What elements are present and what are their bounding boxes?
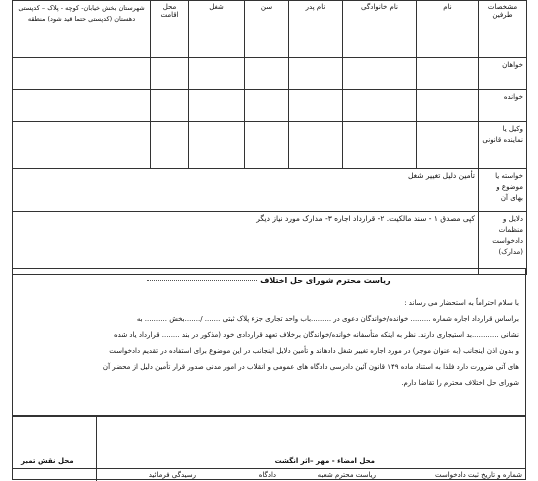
signature-label: محل امضاء - مهر –اثر انگشت bbox=[274, 457, 375, 465]
cell[interactable] bbox=[289, 90, 343, 122]
cell[interactable] bbox=[289, 122, 343, 169]
parties-table bbox=[12, 0, 527, 275]
court: دادگاه bbox=[258, 471, 276, 479]
cell[interactable] bbox=[245, 58, 289, 90]
row-attorney: وکیل یا نماینده قانونی bbox=[479, 122, 527, 169]
letter-line: های آتی ضرورت دارد فلذا به استناد ماده ۱۴۹ قانون آئین دادرسی دادگاه های عمومی و انقلاب در امور مدنی صدور قرار تأمین دلیل از محضر آن bbox=[102, 363, 519, 371]
cell[interactable] bbox=[417, 58, 479, 90]
cell[interactable] bbox=[151, 58, 189, 90]
letter-line: براساس قرارداد اجاره شماره ......... خوانده/خواندگان دعوی در .........باب واحد تجاری جزء پلاک ثبتی ....... /.......بخش .......... به bbox=[136, 315, 519, 323]
cell[interactable] bbox=[13, 90, 151, 122]
cell[interactable] bbox=[343, 58, 417, 90]
header-age: سن bbox=[245, 1, 289, 58]
cell[interactable] bbox=[245, 90, 289, 122]
header-residence: محل اقامت bbox=[151, 1, 189, 58]
header-family: نام خانوادگی bbox=[343, 1, 417, 58]
stamp-label: محل نقش تمبر bbox=[21, 457, 74, 465]
cell[interactable] bbox=[417, 90, 479, 122]
cell[interactable] bbox=[417, 122, 479, 169]
header-parties: مشخصات طرفین bbox=[479, 1, 527, 58]
branch-head: ریاست محترم شعبه bbox=[317, 471, 376, 479]
letter-line: نشانی ............بد استیجاری دارند. نظر به اینکه متأسفانه خوانده/خواندگان برخلاف تعهد قراردادی خود (مذکور در بند ........ قرارداد یاد شده bbox=[114, 331, 519, 339]
header-job: شغل bbox=[189, 1, 245, 58]
claim-value[interactable]: تأمین دلیل تغییر شغل bbox=[13, 169, 479, 212]
header-name: نام bbox=[417, 1, 479, 58]
cell[interactable] bbox=[245, 122, 289, 169]
cell[interactable] bbox=[189, 58, 245, 90]
row-defendant: خوانده bbox=[479, 90, 527, 122]
row-plaintiff: خواهان bbox=[479, 58, 527, 90]
cell[interactable] bbox=[189, 122, 245, 169]
cell[interactable] bbox=[151, 122, 189, 169]
letter-greeting: با سلام احتراماً به استحضار می رساند : bbox=[404, 299, 519, 307]
evidence-value[interactable]: کپی مصدق ۱ - سند مالکیت. ۲- قرارداد اجاره ۳- مدارک مورد نیاز دیگر bbox=[13, 212, 479, 275]
evidence-label: دلایل و منظمات دادخواست (مدارک) bbox=[479, 212, 527, 275]
claim-label: خواسته یا موضوع و بهای آن bbox=[479, 169, 527, 212]
letter-line: و بدون اذن اینجانب (به عنوان موجر) در مورد اجاره تغییر شغل دادهاند و تأمین دلایل اینجانب در این موضوع برای استفاده در تقدیم دادخواست bbox=[109, 347, 519, 355]
cell[interactable] bbox=[151, 90, 189, 122]
letter-line: شورای حل اختلاف محترم را تقاضا دارم. bbox=[401, 379, 519, 387]
cell[interactable] bbox=[289, 58, 343, 90]
cell[interactable] bbox=[343, 90, 417, 122]
registration-strip bbox=[12, 468, 526, 481]
cell[interactable] bbox=[13, 122, 151, 169]
letter-body bbox=[12, 268, 526, 416]
header-address: شهرستان بخش خیابان- کوچه - پلاک – کدپستی دهستان (کدپستی حتما قید شود) منطقه bbox=[13, 1, 151, 58]
registration-number: شماره و تاریخ ثبت دادخواست bbox=[434, 471, 522, 479]
cell[interactable] bbox=[343, 122, 417, 169]
review-note: رسیدگی فرمائید bbox=[148, 471, 196, 479]
cell[interactable] bbox=[189, 90, 245, 122]
header-father: نام پدر bbox=[289, 1, 343, 58]
cell[interactable] bbox=[13, 58, 151, 90]
letter-title: ریاست محترم شورای حل اختلاف bbox=[19, 273, 519, 289]
